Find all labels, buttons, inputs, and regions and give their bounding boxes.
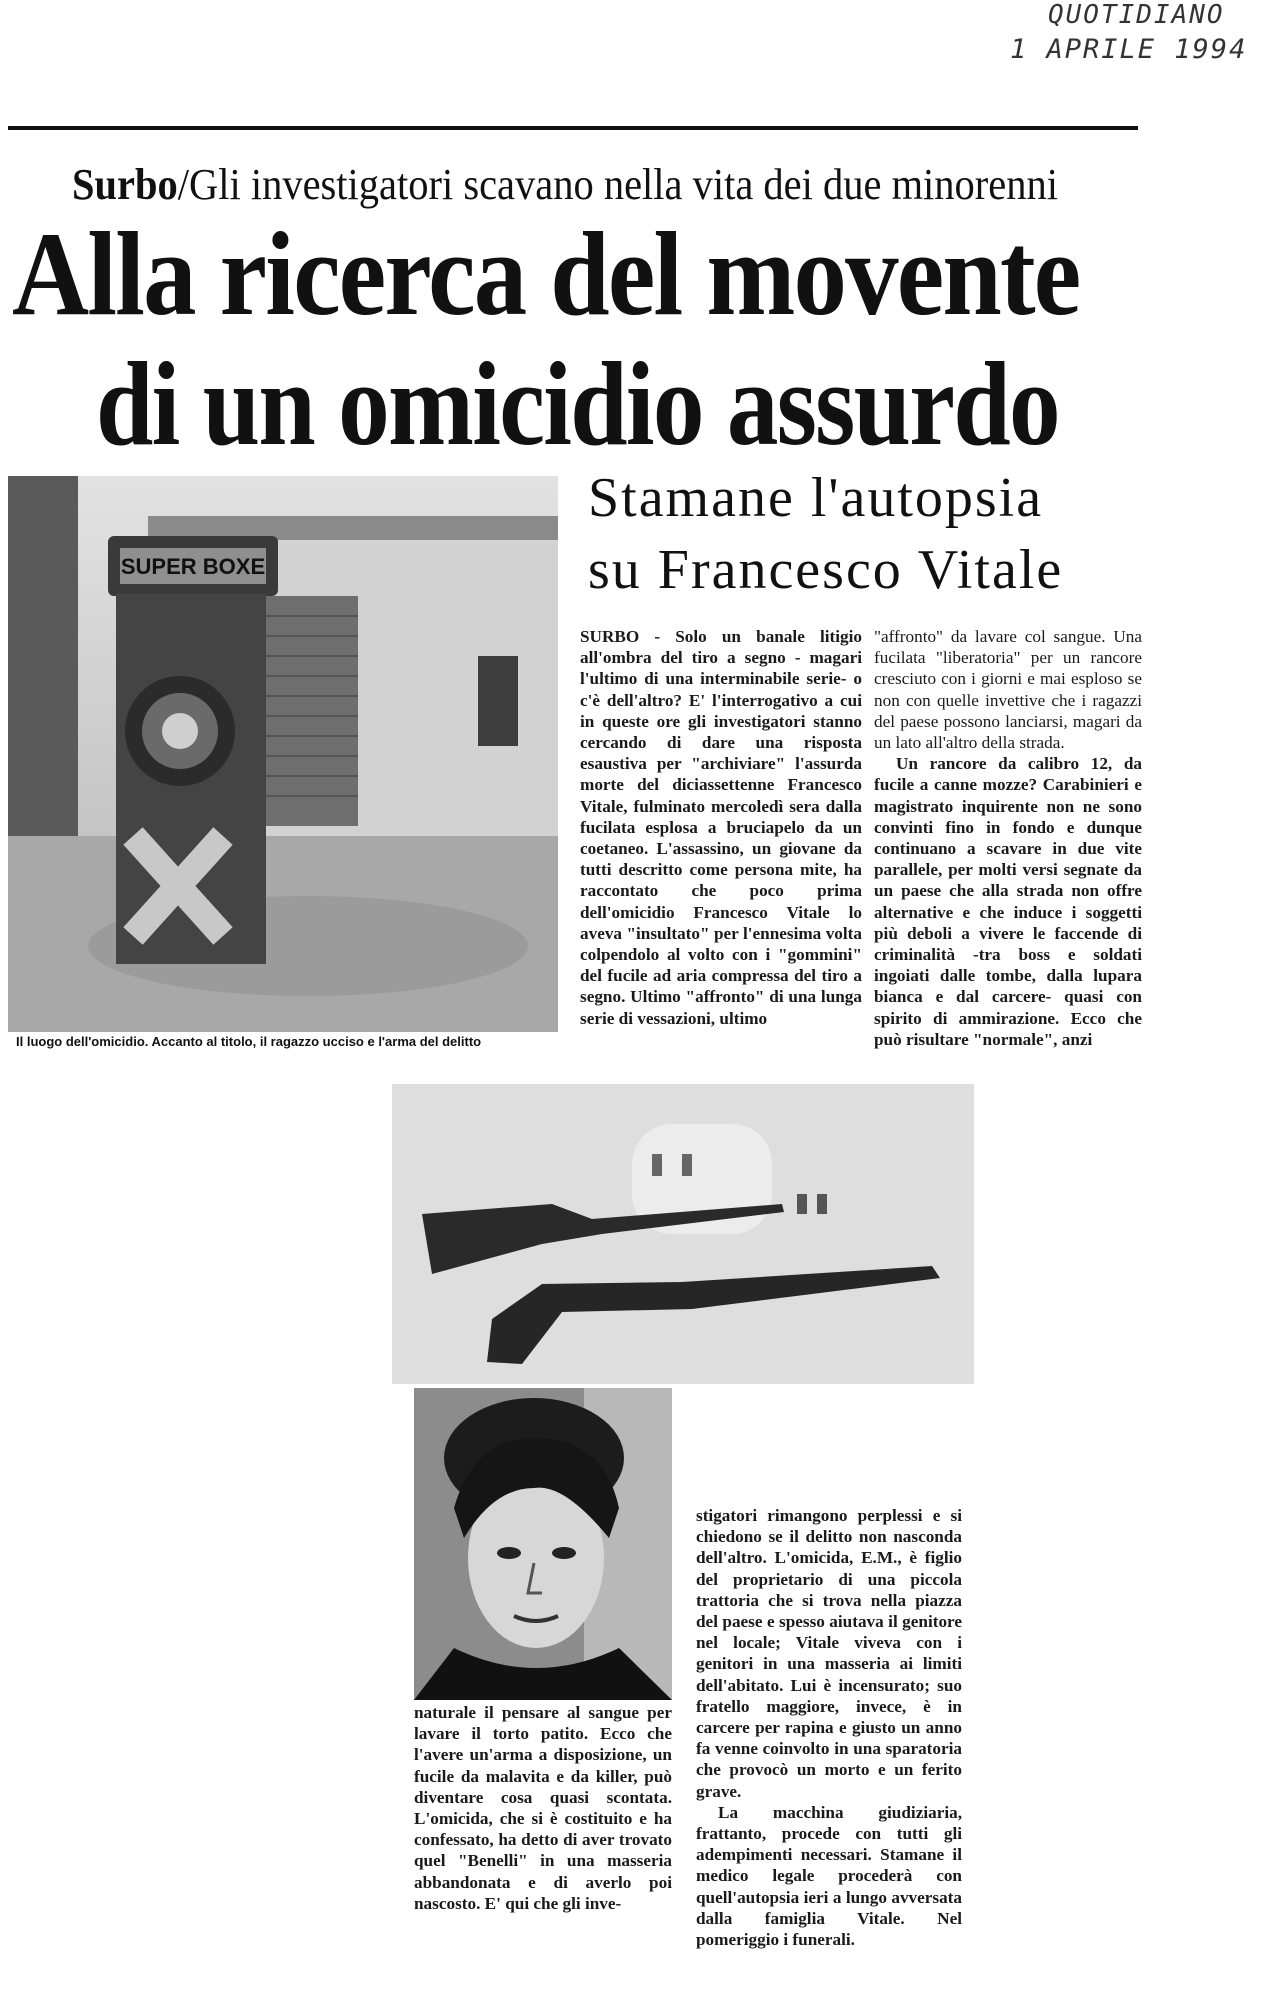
column-4-paragraph-2: La macchina giudiziaria, frattanto, procede con tutti gli adempimenti necessari. Stamane il medico legale procederà con quell'autopsia ieri a lungo avversata dalla famiglia Vitale. Nel pomeriggio i funerali. (696, 1802, 962, 1950)
handwritten-date-note: 1 APRILE 1994 (1010, 34, 1248, 65)
column-1-paragraph: SURBO - Solo un banale litigio all'ombra del tiro a segno - magari l'ultimo di una interminabile serie- o c'è dell'altro? E' l'interrogativo a cui in queste ore gli investigatori stanno cercando di dare una risposta esaustiva per "archiviare" l'assurda morte del diciassettenne Francesco Vitale, fulminato mercoledì sera dalla fucilata esplosa a bruciapelo da un coetaneo. L'assassino, un giovane da tutti descritto come persona mite, ha raccontato che poco prima dell'omicidio Francesco Vitale lo aveva "insultato" per l'ennesima volta colpendolo al volto con i "gommini" del fucile ad aria compressa del tiro a segno. Ultimo "affronto" di una lunga serie di vessazioni, ultimo (580, 627, 862, 1028)
column-4-paragraph-1: stigatori rimangono perplessi e si chiedono se il delitto non nasconda dell'altro. L'omicida, E.M., è figlio del proprietario di una piccola trattoria che si trova nella piazza del paese e spesso aiutava il genitore nel locale; Vitale viveva con i genitori in una masseria ai limiti dell'abitato. Lui è incensurato; suo fratello maggiore, invece, è in carcere per rapina e giusto un anno fa venne coinvolto in una sparatoria che provocò un morto e un ferito grave. (696, 1506, 962, 1801)
article-kicker (72, 160, 1058, 210)
column-2-paragraph-1: "affronto" da lavare col sangue. Una fucilata "liberatoria" per un rancore cresciuto con i giorni e mai esploso se non con quelle invettive che i ragazzi del paese possono lanciarsi, magari da un lato all'altro della strada. (874, 627, 1142, 753)
article-column-1 (580, 626, 862, 1029)
photo-caption: Il luogo dell'omicidio. Accanto al titolo, il ragazzo ucciso e l'arma del delitto (16, 1034, 482, 1049)
sign-text: SUPER BOXE (120, 554, 266, 579)
article-column-2 (874, 626, 1142, 1050)
column-2-paragraph-2: Un rancore da calibro 12, da fucile a canne mozze? Carabinieri e magistrato inquirente non ne sono convinti fino in fondo e dunque continuano a scavare in due vite parallele, per molti versi segnate da un paese che alla strada non offre alternative e che induce i soggetti più deboli a vivere le faccende di criminalità -tra boss e soldati ingoiati dalle tombe, dalla lupara bianca e dal carcere- quasi con spirito di ammirazione. Ecco che può risultare "normale", anzi (874, 754, 1142, 1049)
column-3-paragraph: naturale il pensare al sangue per lavare il torto patito. Ecco che l'avere un'arma a disposizione, un fucile da malavita e da killer, può diventare cosa quasi scontata. L'omicida, che si è costituito e ha confessato, ha detto di aver trovato quel "Benelli" in una masseria abbandonata e di averlo poi nascosto. E' qui che gli inve- (414, 1703, 672, 1913)
crime-scene-illustration (8, 476, 558, 1032)
subhead-line-2: su Francesco Vitale (588, 539, 1064, 601)
subhead-line-1: Stamane l'autopsia (588, 467, 1044, 529)
article-column-4 (696, 1505, 962, 1950)
headline-line-2: di un omicidio assurdo (96, 337, 1059, 470)
victim-portrait (414, 1388, 672, 1700)
top-rule (8, 126, 1138, 130)
headline-line-1: Alla ricerca del movente (12, 207, 1080, 340)
kicker-text: /Gli investigatori scavano nella vita dei due minorenni (177, 160, 1058, 209)
weapon-photo (392, 1084, 974, 1384)
article-column-3 (414, 1702, 672, 1914)
crime-scene-photo (8, 476, 558, 1032)
portrait-illustration (414, 1388, 672, 1700)
kicker-place: Surbo (72, 160, 178, 209)
shotgun-illustration (392, 1084, 974, 1384)
handwritten-source-note: QUOTIDIANO (1048, 0, 1225, 30)
